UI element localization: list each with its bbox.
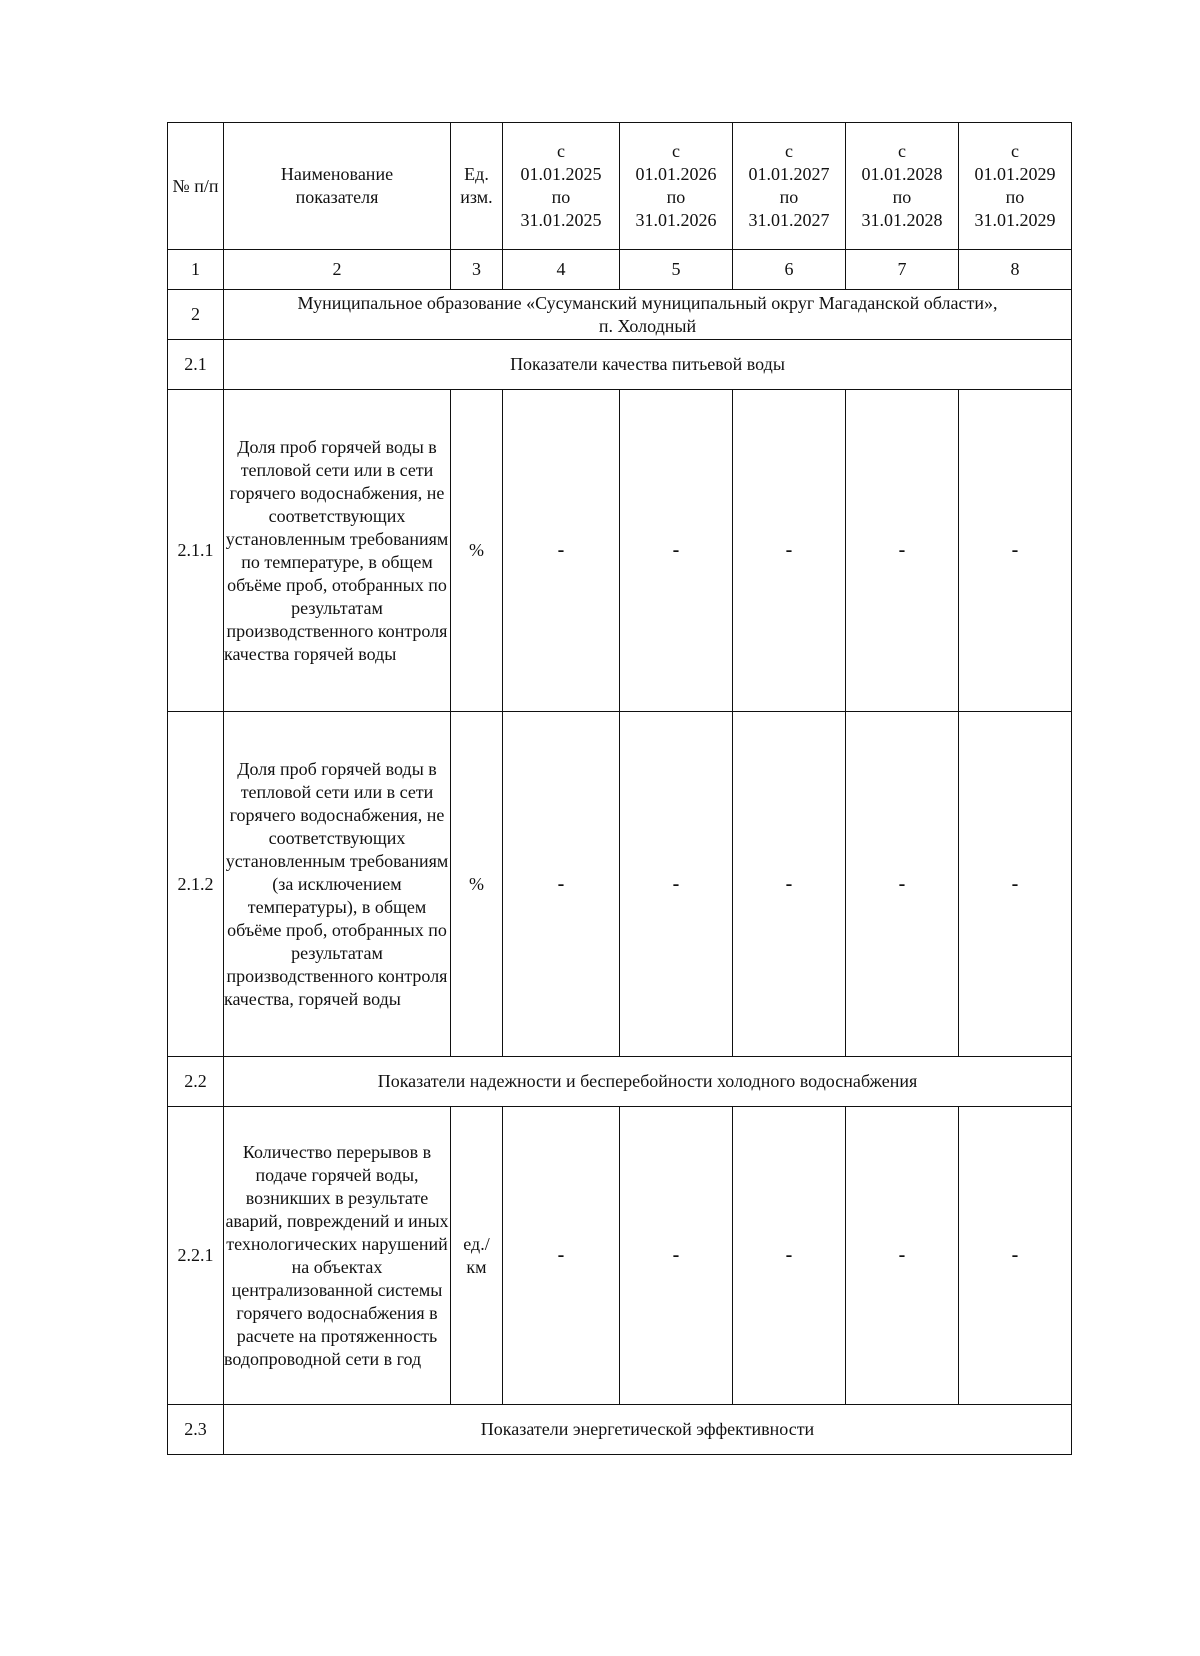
row-unit [451, 1107, 503, 1405]
header-period-1: с 01.01.2025 по 31.01.2025 [503, 123, 620, 250]
row-num: 2.1.2 [168, 712, 224, 1057]
header-period-3: с 01.01.2027 по 31.01.2027 [733, 123, 846, 250]
row-unit-text: ед./ км [463, 1233, 490, 1277]
row-num: 2.2.1 [168, 1107, 224, 1405]
row-value: - [733, 712, 846, 1057]
section-row-2-1 [168, 340, 1072, 390]
header-num: № п/п [168, 123, 224, 250]
row-value: - [846, 712, 959, 1057]
column-number: 1 [168, 250, 224, 290]
column-number: 4 [503, 250, 620, 290]
row-name-text: Доля проб горячей воды в тепловой сети или в сети горячего водоснабжения, не соответствующих установленным требованиям по температуре, в общем объёме проб, отобранных по результатам производственного контроля качества горячей воды [224, 437, 449, 664]
row-name-text: Количество перерывов в подаче горячей воды, возникших в результате аварий, повреждений и иных технологических нарушений на объектах централизованной системы горячего водоснабжения в расчете на протяженность водопроводной сети в год [224, 1142, 449, 1369]
section-num: 2.3 [168, 1405, 224, 1455]
row-name [224, 1107, 451, 1405]
header-name: Наименование показателя [224, 123, 451, 250]
section-title: Показатели качества питьевой воды [224, 340, 1072, 390]
section-title: Показатели энергетической эффективности [224, 1405, 1072, 1455]
row-name-text: Доля проб горячей воды в тепловой сети или в сети горячего водоснабжения, не соответствующих установленным требованиям (за исключением температуры), в общем объёме проб, отобранных по результатам производственного контроля качества, горячей воды [224, 759, 449, 1009]
column-number: 2 [224, 250, 451, 290]
section-title [224, 290, 1072, 340]
table-row-2-1-2 [168, 712, 1072, 1057]
section-num: 2.1 [168, 340, 224, 390]
row-value: - [959, 1107, 1072, 1405]
header-period-2: с 01.01.2026 по 31.01.2026 [620, 123, 733, 250]
header-period-4: с 01.01.2028 по 31.01.2028 [846, 123, 959, 250]
row-value: - [959, 712, 1072, 1057]
row-value: - [846, 1107, 959, 1405]
row-value: - [503, 712, 620, 1057]
header-unit: Ед. изм. [451, 123, 503, 250]
column-number: 3 [451, 250, 503, 290]
table-row-2-2-1 [168, 1107, 1072, 1405]
row-value: - [733, 390, 846, 712]
section-row-2-2 [168, 1057, 1072, 1107]
column-number: 8 [959, 250, 1072, 290]
header-row [168, 123, 1072, 250]
section-row-2 [168, 290, 1072, 340]
column-number: 7 [846, 250, 959, 290]
row-value: - [503, 1107, 620, 1405]
section-num: 2.2 [168, 1057, 224, 1107]
row-unit: % [451, 712, 503, 1057]
row-value: - [959, 390, 1072, 712]
column-number: 5 [620, 250, 733, 290]
column-numbers-row [168, 250, 1072, 290]
indicators-table [167, 122, 1072, 1455]
row-value: - [503, 390, 620, 712]
section-title: Показатели надежности и бесперебойности холодного водоснабжения [224, 1057, 1072, 1107]
row-num: 2.1.1 [168, 390, 224, 712]
section-title-line-1: Муниципальное образование «Сусуманский муниципальный округ Магаданской области», [297, 292, 998, 313]
row-value: - [620, 1107, 733, 1405]
table-row-2-1-1 [168, 390, 1072, 712]
section-row-2-3 [168, 1405, 1072, 1455]
row-value: - [620, 390, 733, 712]
row-value: - [733, 1107, 846, 1405]
row-value: - [846, 390, 959, 712]
header-period-5: с 01.01.2029 по 31.01.2029 [959, 123, 1072, 250]
row-value: - [620, 712, 733, 1057]
column-number: 6 [733, 250, 846, 290]
row-name [224, 390, 451, 712]
row-name [224, 712, 451, 1057]
section-num: 2 [168, 290, 224, 340]
row-unit: % [451, 390, 503, 712]
section-title-line-2: п. Холодный [598, 315, 697, 336]
